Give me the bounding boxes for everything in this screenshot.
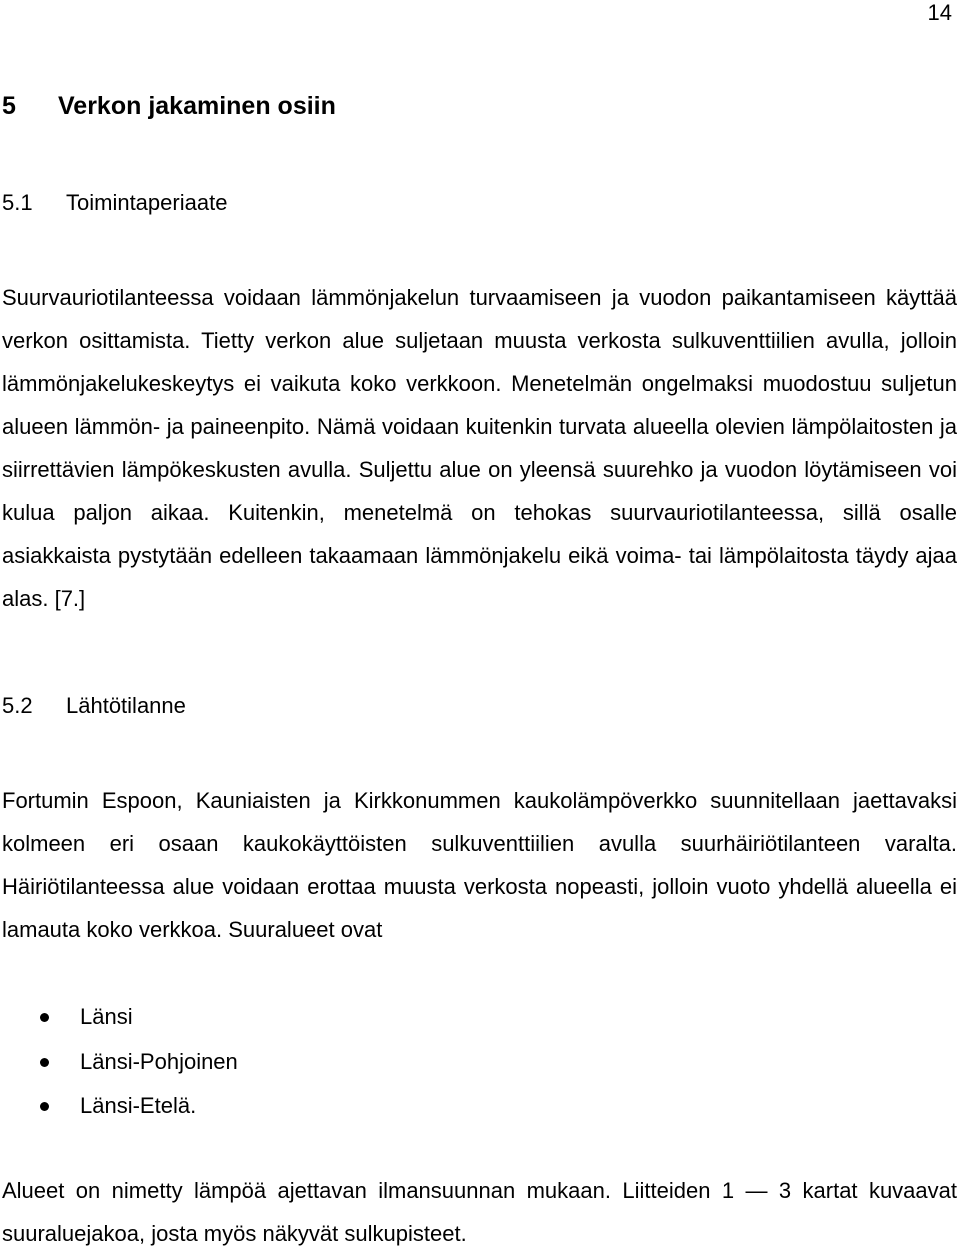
page-number: 14	[927, 0, 952, 25]
bullet-icon	[40, 1013, 49, 1022]
list-item	[0, 995, 238, 1040]
section-title: Lähtötilanne	[66, 693, 186, 718]
paragraph-closing: Alueet on nimetty lämpöä ajettavan ilmansuunnan mukaan. Liitteiden 1 — 3 kartat kuvaavat suuraluejakoa, josta myös näkyvät sulkupisteet.	[2, 1178, 957, 1246]
section-title: Toimintaperiaate	[66, 190, 228, 215]
list-item-text: Länsi	[80, 1004, 133, 1029]
region-list	[0, 995, 238, 1129]
paragraph-lahtotilanne: Fortumin Espoon, Kauniaisten ja Kirkkonummen kaukolämpöverkko suunnitellaan jaettavaksi kolmeen eri osaan kaukokäyttöisten sulkuventtiilien avulla suurhäiriötilanteen varalta. Häiriötilanteessa alue voidaan erottaa muusta verkosta nopeasti, jolloin vuoto yhdellä alueella ei lamauta koko verkkoa. Suuralueet ovat	[2, 788, 957, 942]
bullet-icon	[40, 1058, 49, 1067]
section-heading-toimintaperiaate	[2, 188, 227, 218]
list-item	[0, 1040, 238, 1085]
chapter-title: Verkon jakaminen osiin	[58, 92, 336, 120]
chapter-number: 5	[2, 92, 16, 120]
section-number: 5.2	[2, 693, 33, 718]
paragraph-toimintaperiaate: Suurvauriotilanteessa voidaan lämmönjakelun turvaamiseen ja vuodon paikantamiseen käyttää verkon osittamista. Tietty verkon alue suljetaan muusta verkosta sulkuventtiilien avulla, jolloin lämmönjakelukeskeytys ei vaikuta koko verkkoon. Menetelmän ongelmaksi muodostuu suljetun alueen lämmön- ja paineenpito. Nämä voidaan kuitenkin turvata alueella olevien lämpölaitosten ja siirrettävien lämpökeskusten avulla. Suljettu alue on yleensä suurehko ja vuodon löytämiseen voi kulua paljon aikaa. Kuitenkin, menetelmä on tehokas suurvauriotilanteessa, sillä osalle asiakkaista pystytään edelleen takaamaan lämmönjakelu eikä voima- tai lämpölaitosta täydy ajaa alas. [7.]	[2, 285, 957, 611]
section-heading-lahtotilanne	[2, 691, 186, 721]
list-item	[0, 1084, 238, 1129]
section-number: 5.1	[2, 190, 33, 215]
list-item-text: Länsi-Pohjoinen	[80, 1048, 238, 1074]
bullet-icon	[40, 1102, 49, 1111]
chapter-heading	[2, 90, 336, 122]
list-item-text: Länsi-Etelä.	[80, 1093, 197, 1118]
